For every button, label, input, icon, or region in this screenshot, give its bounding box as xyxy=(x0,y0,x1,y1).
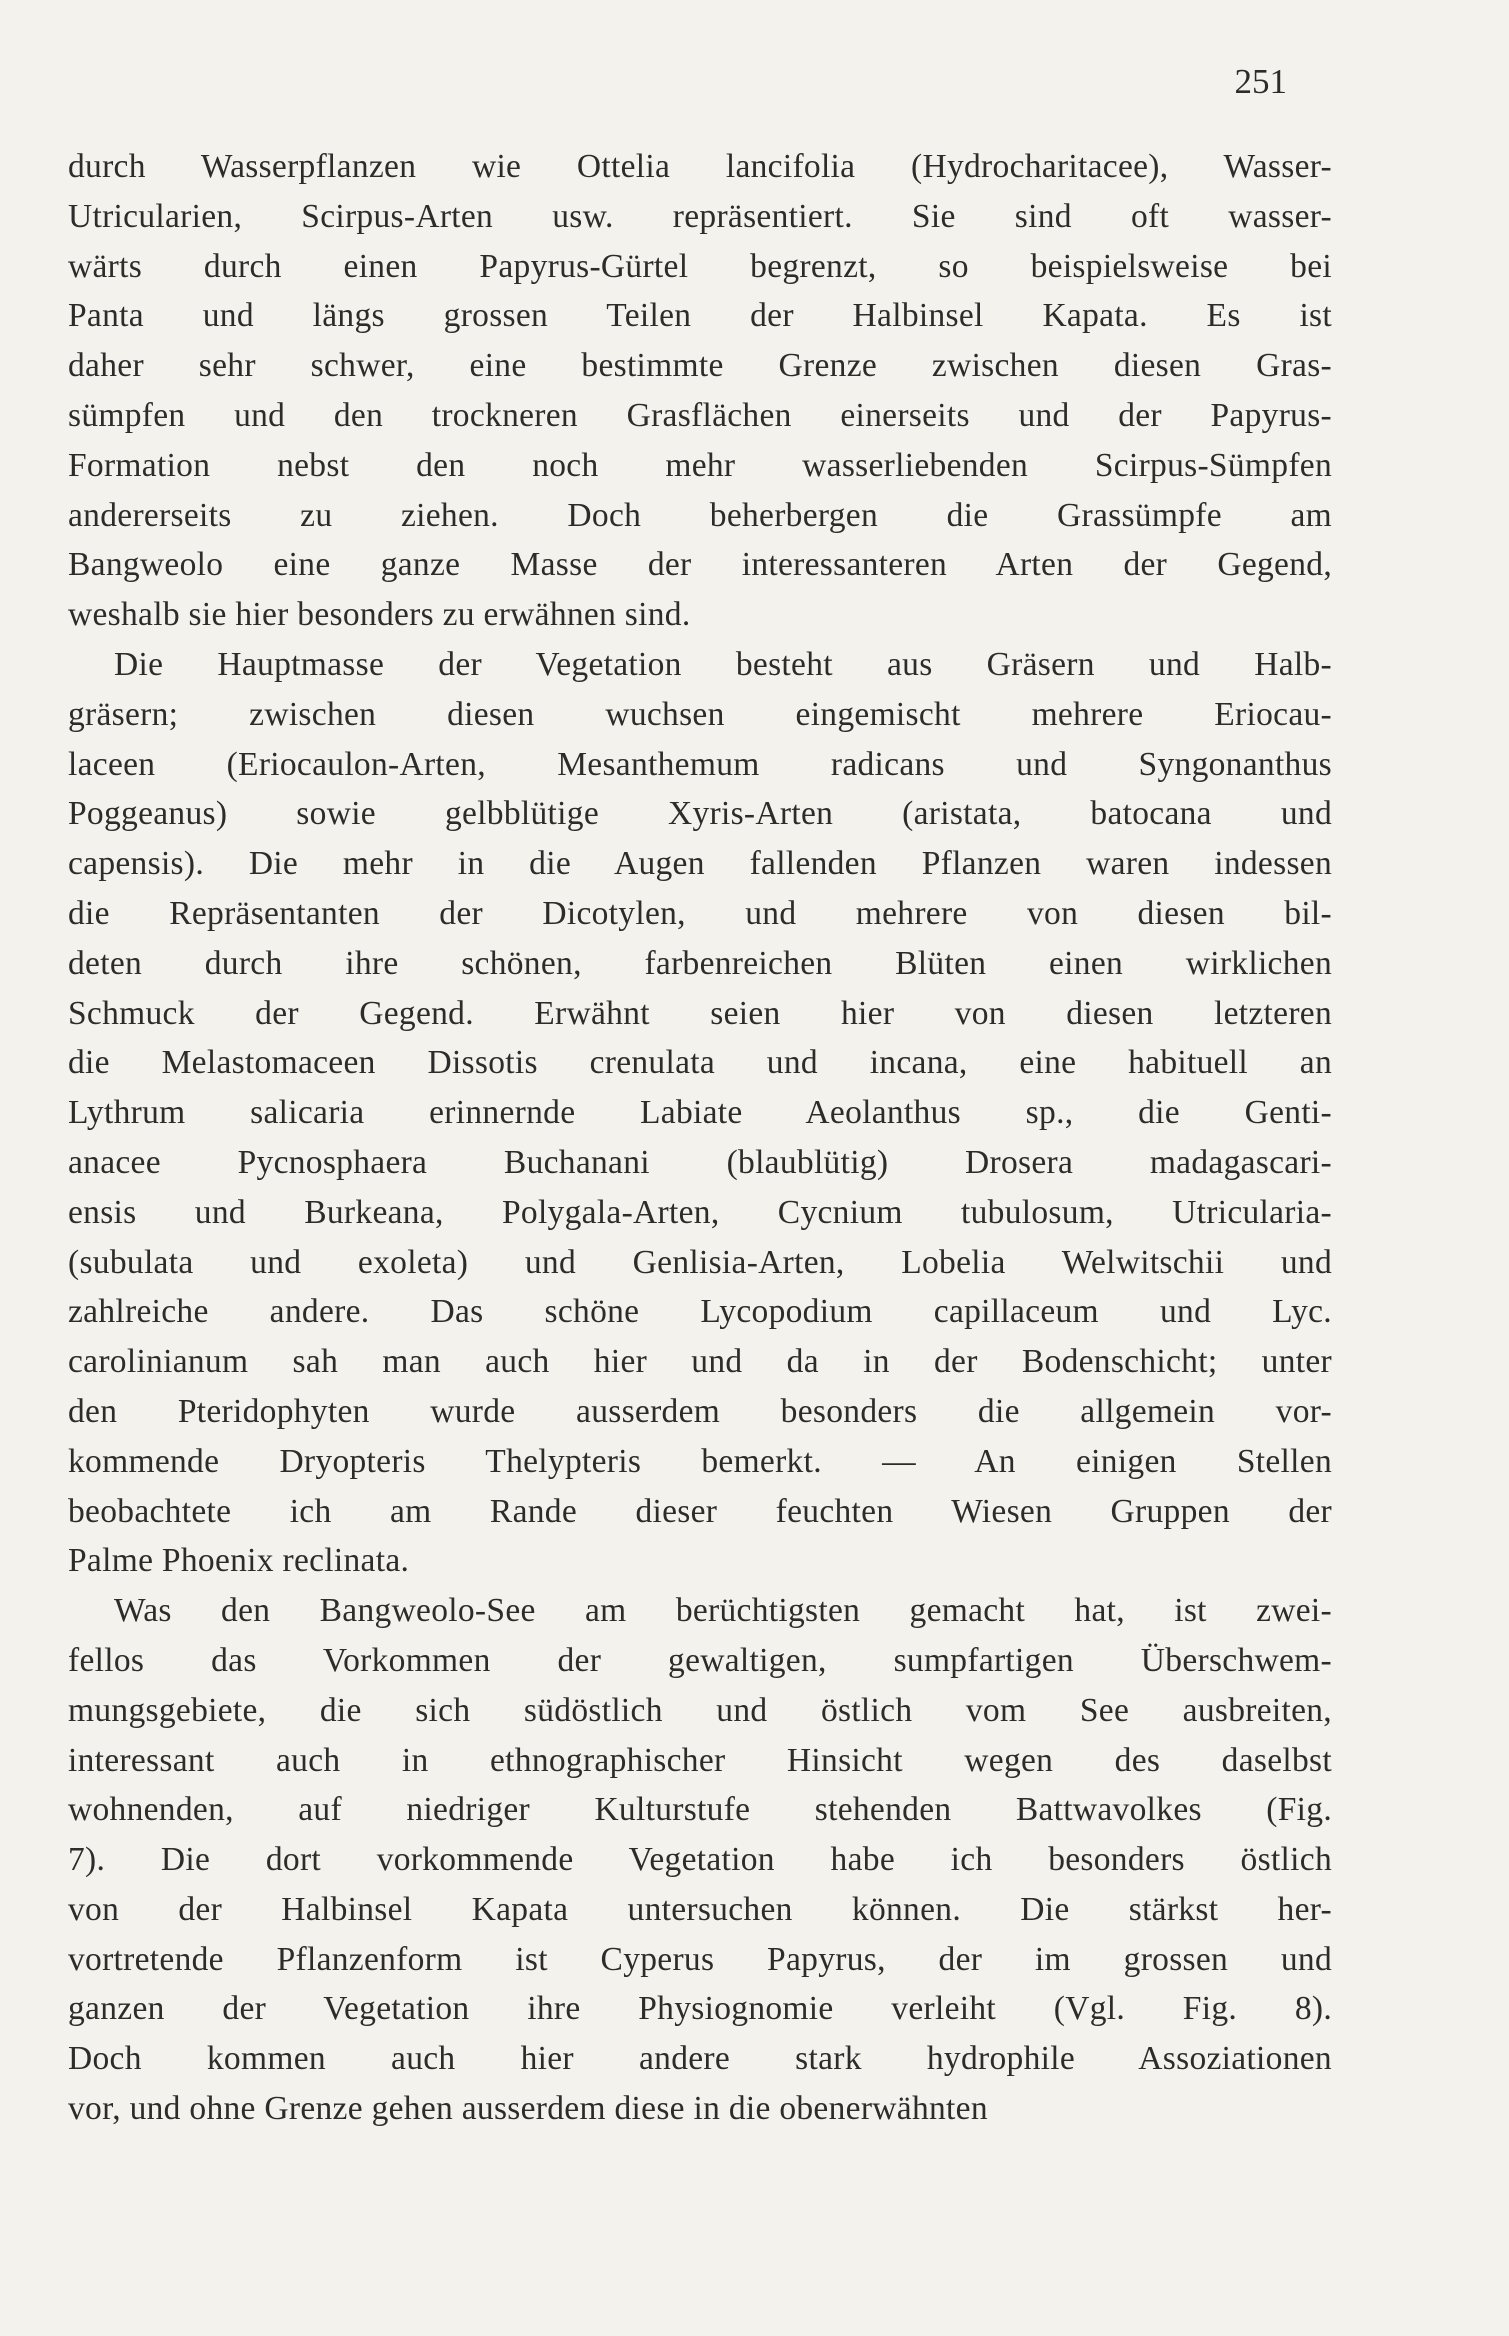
text-line: vortretende Pflanzenform ist Cyperus Papyrus, der im grossen und xyxy=(68,1940,1332,1978)
text-line: sümpfen und den trockneren Grasflächen einerseits und der Papyrus- xyxy=(68,396,1332,434)
text-line: gräsern; zwischen diesen wuchsen eingemischt mehrere Eriocau- xyxy=(68,695,1332,733)
text-line: interessant auch in ethnographischer Hinsicht wegen des daselbst xyxy=(68,1741,1332,1779)
text-line: ganzen der Vegetation ihre Physiognomie verleiht (Vgl. Fig. 8). xyxy=(68,1990,1332,2028)
text-line: fellos das Vorkommen der gewaltigen, sumpfartigen Überschwem- xyxy=(68,1641,1332,1679)
text-line: von der Halbinsel Kapata untersuchen können. Die stärkst her- xyxy=(68,1890,1332,1928)
text-line: Schmuck der Gegend. Erwähnt seien hier von diesen letzteren xyxy=(68,994,1332,1032)
text-line: laceen (Eriocaulon-Arten, Mesanthemum radicans und Syngonanthus xyxy=(68,745,1332,783)
body-text xyxy=(68,142,1332,2134)
text-line: die Repräsentanten der Dicotylen, und mehrere von diesen bil- xyxy=(68,894,1332,932)
text-line: Was den Bangweolo-See am berüchtigsten gemacht hat, ist zwei- xyxy=(114,1592,1332,1630)
text-line: daher sehr schwer, eine bestimmte Grenze zwischen diesen Gras- xyxy=(68,347,1332,385)
text-line: deten durch ihre schönen, farbenreichen Blüten einen wirklichen xyxy=(68,944,1332,982)
text-line: Doch kommen auch hier andere stark hydrophile Assoziationen xyxy=(68,2040,1332,2078)
text-line: beobachtete ich am Rande dieser feuchten Wiesen Gruppen der xyxy=(68,1492,1332,1530)
text-line: ensis und Burkeana, Polygala-Arten, Cycnium tubulosum, Utricularia- xyxy=(68,1193,1332,1231)
text-line: die Melastomaceen Dissotis crenulata und incana, eine habituell an xyxy=(68,1044,1332,1082)
text-line: weshalb sie hier besonders zu erwähnen sind. xyxy=(68,596,691,634)
text-line: andererseits zu ziehen. Doch beherbergen die Grassümpfe am xyxy=(68,496,1332,534)
text-line: Formation nebst den noch mehr wasserliebenden Scirpus-Sümpfen xyxy=(68,446,1332,484)
text-line: den Pteridophyten wurde ausserdem besonders die allgemein vor- xyxy=(68,1392,1332,1430)
text-line: Bangweolo eine ganze Masse der interessanteren Arten der Gegend, xyxy=(68,546,1332,584)
text-line: zahlreiche andere. Das schöne Lycopodium capillaceum und Lyc. xyxy=(68,1293,1332,1331)
text-line: 7). Die dort vorkommende Vegetation habe ich besonders östlich xyxy=(68,1841,1332,1879)
text-line: Utricularien, Scirpus-Arten usw. repräsentiert. Sie sind oft wasser- xyxy=(68,197,1332,235)
text-line: Palme Phoenix reclinata. xyxy=(68,1542,410,1580)
text-line: Die Hauptmasse der Vegetation besteht aus Gräsern und Halb- xyxy=(114,645,1332,683)
page-number: 251 xyxy=(1234,62,1287,101)
text-line: kommende Dryopteris Thelypteris bemerkt. — An einigen Stellen xyxy=(68,1442,1332,1480)
text-line: carolinianum sah man auch hier und da in der Bodenschicht; unter xyxy=(68,1343,1332,1381)
text-line: mungsgebiete, die sich südöstlich und östlich vom See ausbreiten, xyxy=(68,1691,1332,1729)
text-line: wärts durch einen Papyrus-Gürtel begrenzt, so beispielsweise bei xyxy=(68,247,1332,285)
text-line: Lythrum salicaria erinnernde Labiate Aeolanthus sp., die Genti- xyxy=(68,1094,1332,1132)
text-line: durch Wasserpflanzen wie Ottelia lancifolia (Hydrocharitacee), Wasser- xyxy=(68,148,1332,185)
text-line: (subulata und exoleta) und Genlisia-Arten, Lobelia Welwitschii und xyxy=(68,1243,1332,1281)
text-line: capensis). Die mehr in die Augen fallenden Pflanzen waren indessen xyxy=(68,845,1332,883)
text-line: Poggeanus) sowie gelbblütige Xyris-Arten (aristata, batocana und xyxy=(68,795,1332,833)
text-line: Panta und längs grossen Teilen der Halbinsel Kapata. Es ist xyxy=(68,297,1332,335)
text-line: anacee Pycnosphaera Buchanani (blaublütig) Drosera madagascari- xyxy=(68,1143,1332,1181)
text-line: wohnenden, auf niedriger Kulturstufe stehenden Battwavolkes (Fig. xyxy=(68,1791,1332,1829)
text-line: vor, und ohne Grenze gehen ausserdem diese in die obenerwähnten xyxy=(68,2090,988,2128)
